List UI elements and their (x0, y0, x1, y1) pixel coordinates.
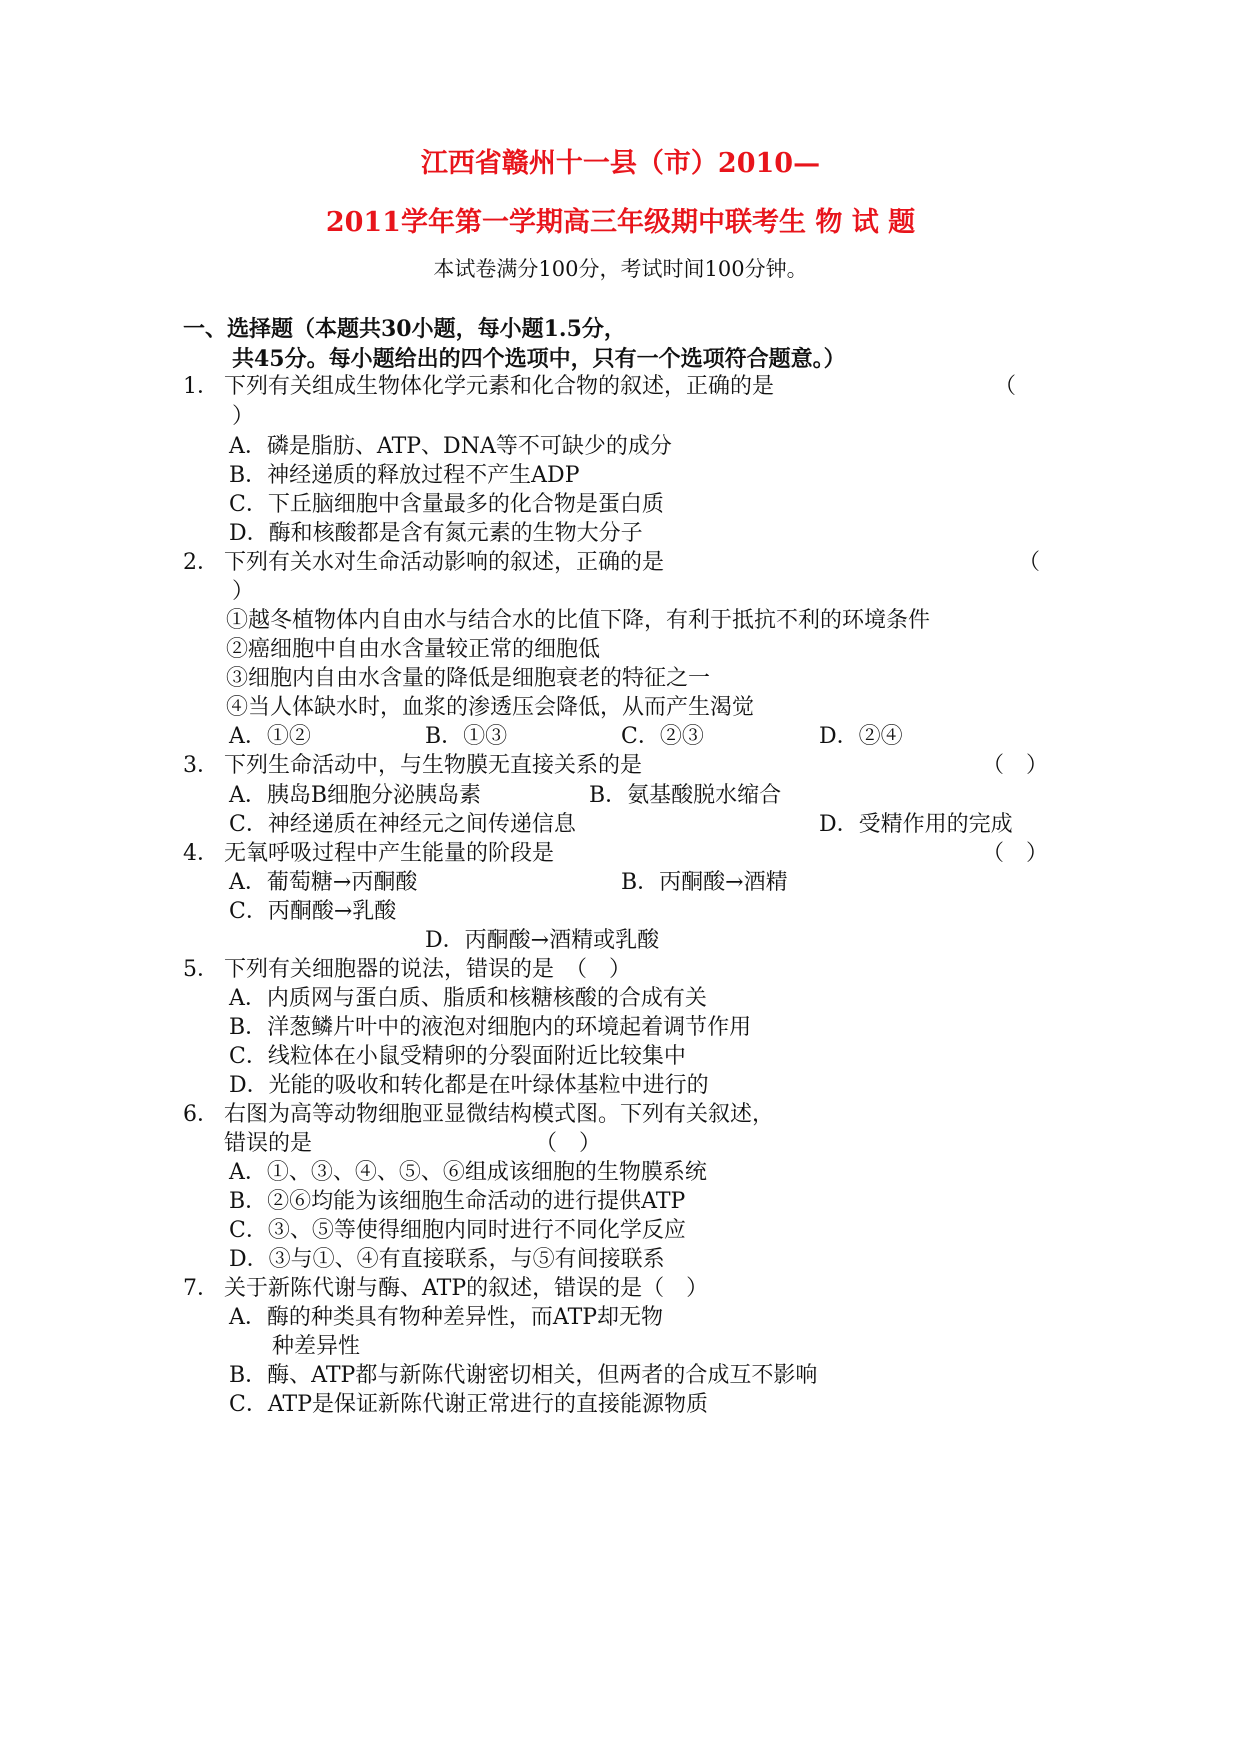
q6-number: 6． (183, 1102, 219, 1127)
exam-info: 本试卷满分100分，考试时间100分钟。 (433, 257, 808, 281)
q1-paren-close: ） (232, 404, 255, 429)
q4-option-a: A．葡萄糖→丙酮酸 (229, 870, 418, 895)
q7-option-c: C．ATP是保证新陈代谢正常进行的直接能源物质 (229, 1392, 708, 1417)
q6-option-c: C．③、⑤等使得细胞内同时进行不同化学反应 (229, 1218, 686, 1243)
q2-option-d: D．②④ (819, 724, 903, 749)
q6-stem-cont: 错误的是 (224, 1131, 313, 1156)
q1-option-c: C．下丘脑细胞中含量最多的化合物是蛋白质 (229, 492, 664, 517)
q6-stem: 右图为高等动物细胞亚显微结构模式图。下列有关叙述， (224, 1102, 775, 1127)
q5-option-a: A．内质网与蛋白质、脂质和核糖核酸的合成有关 (229, 986, 707, 1011)
q3-option-c: C．神经递质在神经元之间传递信息 (229, 812, 576, 837)
title-line-1: 江西省赣州十一县（市）2010— (420, 148, 821, 179)
q4-answer-paren: （ ） (982, 841, 1049, 866)
q5-option-d: D．光能的吸收和转化都是在叶绿体基粒中进行的 (229, 1073, 709, 1098)
q6-option-a: A．①、③、④、⑤、⑥组成该细胞的生物膜系统 (229, 1160, 707, 1185)
q3-option-b: B．氨基酸脱水缩合 (589, 783, 782, 808)
q2-number: 2． (183, 550, 219, 575)
q4-option-b: B．丙酮酸→酒精 (621, 870, 788, 895)
q7-stem: 关于新陈代谢与酶、ATP的叙述，错误的是（ ） (224, 1276, 709, 1301)
q7-number: 7． (183, 1276, 219, 1301)
q3-number: 3． (183, 753, 219, 778)
q6-option-d: D．③与①、④有直接联系，与⑤有间接联系 (229, 1247, 665, 1272)
q5-option-b: B．洋葱鳞片叶中的液泡对细胞内的环境起着调节作用 (229, 1015, 752, 1040)
q1-paren-open: （ (994, 374, 1017, 399)
section-heading-cont: 共45分。每小题给出的四个选项中，只有一个选项符合题意。） (232, 346, 846, 372)
q2-statement-3: ③细胞内自由水含量的降低是细胞衰老的特征之一 (226, 666, 711, 691)
q5-stem: 下列有关细胞器的说法，错误的是 （ ） (224, 957, 632, 982)
q5-number: 5． (183, 957, 219, 982)
q4-stem: 无氧呼吸过程中产生能量的阶段是 (224, 841, 555, 866)
q6-answer-paren: （ ） (535, 1131, 602, 1156)
q6-option-b: B．②⑥均能为该细胞生命活动的进行提供ATP (229, 1189, 686, 1214)
q3-option-d: D．受精作用的完成 (819, 812, 1013, 837)
section-heading: 一、选择题（本题共30小题，每小题1.5分， (183, 316, 626, 342)
q7-option-b: B．酶、ATP都与新陈代谢密切相关，但两者的合成互不影响 (229, 1363, 818, 1388)
q2-paren-open: （ (1018, 550, 1041, 575)
q7-option-a: A．酶的种类具有物种差异性，而ATP却无物 (229, 1305, 664, 1330)
q4-option-d: D．丙酮酸→酒精或乳酸 (425, 928, 660, 953)
q7-option-a-cont: 种差异性 (272, 1334, 361, 1359)
q5-option-c: C．线粒体在小鼠受精卵的分裂面附近比较集中 (229, 1044, 686, 1069)
q2-paren-close: ） (232, 579, 255, 604)
q2-statement-1: ①越冬植物体内自由水与结合水的比值下降，有利于抵抗不利的环境条件 (226, 608, 931, 633)
q3-stem: 下列生命活动中，与生物膜无直接关系的是 (224, 753, 643, 778)
q3-option-a: A．胰岛B细胞分泌胰岛素 (229, 783, 482, 808)
q1-option-d: D．酶和核酸都是含有氮元素的生物大分子 (229, 521, 643, 546)
q2-stem: 下列有关水对生命活动影响的叙述，正确的是 (224, 550, 665, 575)
q4-option-c: C．丙酮酸→乳酸 (229, 899, 397, 924)
q1-number: 1． (183, 374, 219, 399)
q1-option-a: A．磷是脂肪、ATP、DNA等不可缺少的成分 (229, 434, 672, 459)
title-line-2: 2011学年第一学期高三年级期中联考生 物 试 题 (325, 207, 916, 238)
q1-option-b: B．神经递质的释放过程不产生ADP (229, 463, 580, 488)
q2-option-a: A．①② (229, 724, 311, 749)
q4-number: 4． (183, 841, 219, 866)
q2-statement-4: ④当人体缺水时，血浆的渗透压会降低，从而产生渴觉 (226, 695, 755, 720)
q2-statement-2: ②癌细胞中自由水含量较正常的细胞低 (226, 637, 601, 662)
q3-answer-paren: （ ） (982, 753, 1049, 778)
q2-option-c: C．②③ (621, 724, 704, 749)
q1-stem: 下列有关组成生物体化学元素和化合物的叙述，正确的是 (224, 374, 775, 399)
q2-option-b: B．①③ (425, 724, 508, 749)
